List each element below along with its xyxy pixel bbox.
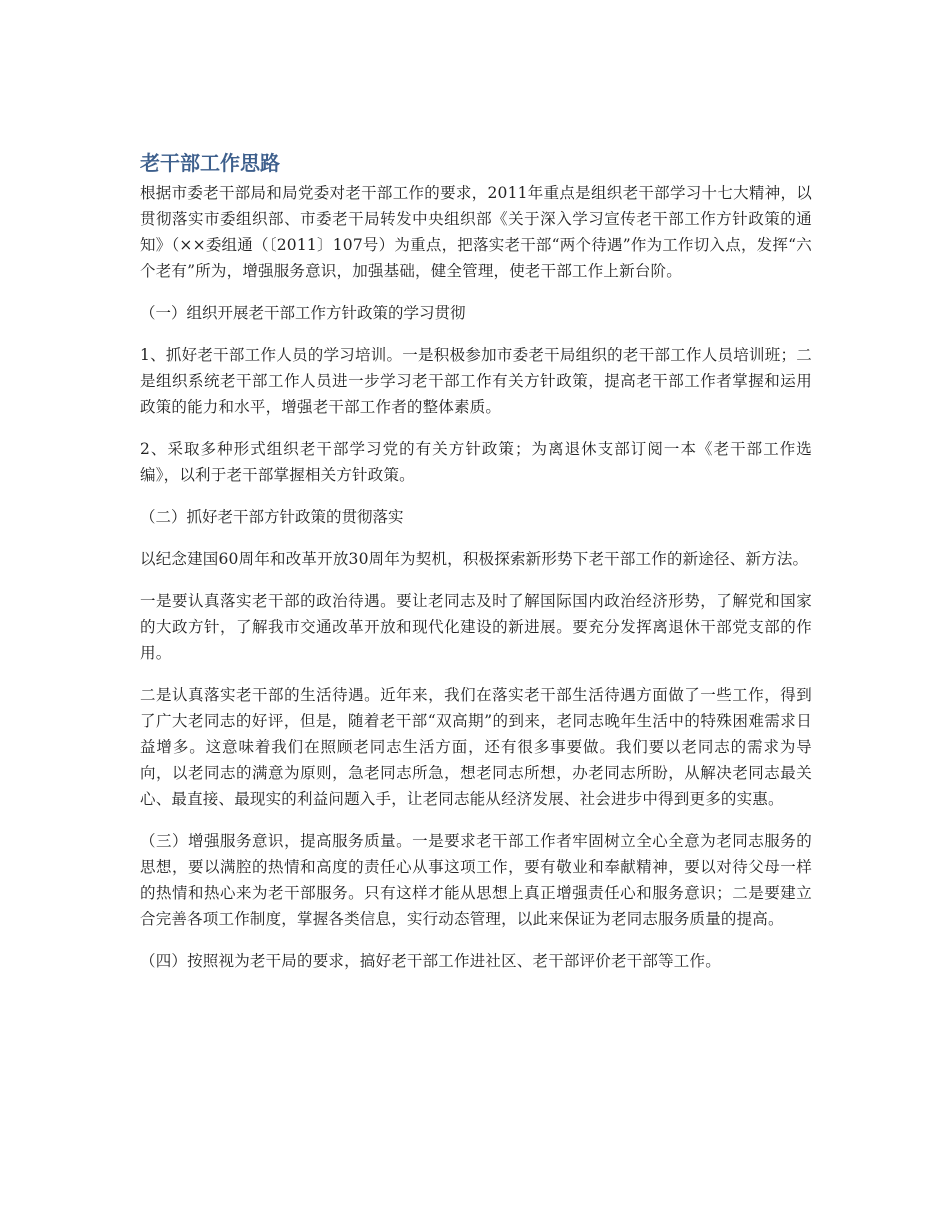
section-heading-2: （二）抓好老干部方针政策的贯彻落实 xyxy=(140,508,404,526)
paragraph-political-treatment: 一是要认真落实老干部的政治待遇。要让老同志及时了解国际国内政治经济形势，了解党和国家的大政方针，了解我市交通改革开放和现代化建设的新进展。要充分发挥离退休干部党支部的作用。 xyxy=(140,592,812,662)
paragraph-anniversary: 以纪念建国60周年和改革开放30周年为契机，积极探索新形势下老干部工作的新途径、新方法。 xyxy=(140,550,809,568)
paragraph-item-2: 2、采取多种形式组织老干部学习党的有关方针政策；为离退休支部订阅一本《老干部工作选编》，以利于老干部掌握相关方针政策。 xyxy=(140,440,812,484)
section-heading-1: （一）组织开展老干部工作方针政策的学习贯彻 xyxy=(140,304,466,322)
paragraph-living-treatment: 二是认真落实老干部的生活待遇。近年来，我们在落实老干部生活待遇方面做了一些工作，得到了广大老同志的好评，但是，随着老干部“双高期”的到来，老同志晚年生活中的特殊困难需求日益增多。这意味着我们在照顾老同志生活方面，还有很多事要做。我们要以老同志的需求为导向，以老同志的满意为原则，急老同志所急，想老同志所想，办老同志所盼，从解决老同志最关心、最直接、最现实的利益问题入手，让老同志能从经济发展、社会进步中得到更多的实惠。 xyxy=(140,686,812,808)
paragraph-item-1: 1、抓好老干部工作人员的学习培训。一是积极参加市委老干局组织的老干部工作人员培训班；二是组织系统老干部工作人员进一步学习老干部工作有关方针政策，提高老干部工作者掌握和运用政策的能力和水平，增强老干部工作者的整体素质。 xyxy=(140,346,812,416)
page-title: 老干部工作思路 xyxy=(140,151,280,175)
intro-paragraph: 根据市委老干部局和局党委对老干部工作的要求，2011年重点是组织老干部学习十七大精神，以贯彻落实市委组织部、市委老干局转发中央组织部《关于深入学习宣传老干部工作方针政策的通知》（××委组通（〔2011〕107号）为重点，把落实老干部“两个待遇”作为工作切入点，发挥“六个老有”所为，增强服务意识，加强基础，健全管理，使老干部工作上新台阶。 xyxy=(140,184,812,280)
section-paragraph-3: （三）增强服务意识，提高服务质量。一是要求老干部工作者牢固树立全心全意为老同志服务的思想，要以满腔的热情和高度的责任心从事这项工作，要有敬业和奉献精神，要以对待父母一样的热情和热心来为老干部服务。只有这样才能从思想上真正增强责任心和服务意识；二是要建立合完善各项工作制度，掌握各类信息，实行动态管理，以此来保证为老同志服务质量的提高。 xyxy=(140,832,812,928)
section-paragraph-4: （四）按照视为老干局的要求，搞好老干部工作进社区、老干部评价老干部等工作。 xyxy=(140,952,721,970)
document-page xyxy=(140,148,812,990)
